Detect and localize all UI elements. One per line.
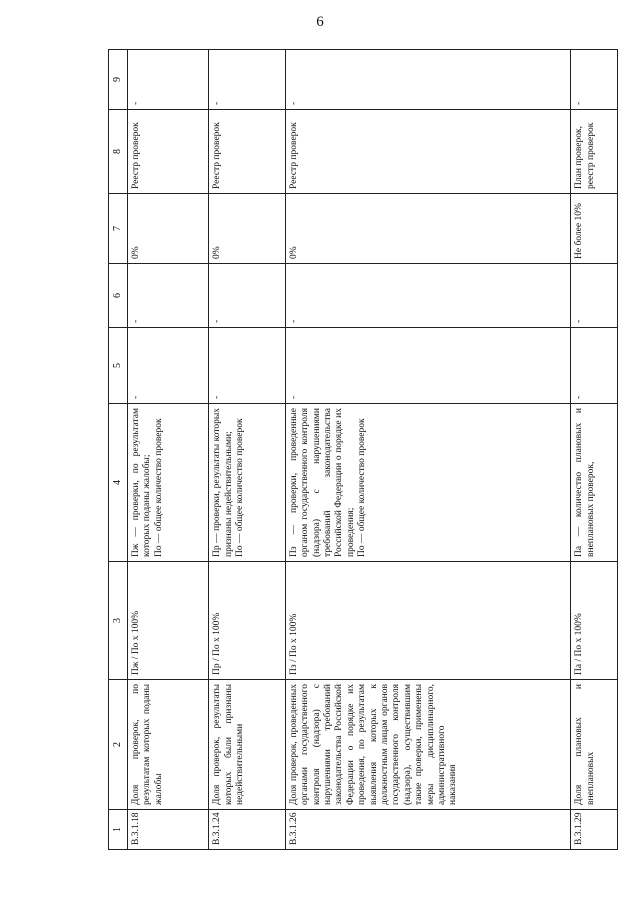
cell-col5: -	[128, 328, 209, 404]
column-header: 6	[109, 264, 128, 328]
description-line: Пж — проверки, по результатам которых поданы жалобы;	[131, 408, 153, 557]
cell-col7: 0%	[209, 194, 285, 264]
table-row	[285, 50, 570, 850]
indicators-table	[108, 49, 618, 850]
table-row	[209, 50, 285, 850]
cell-col7: Не более 10%	[571, 194, 618, 264]
indicator-name: Доля проверок, результаты которых были признаны недействительными	[209, 680, 285, 810]
indicator-code: В.3.1.24	[209, 810, 285, 850]
description-line: Па — количество плановых и внеплановых проверок,	[574, 408, 596, 557]
cell-col8: Реестр проверок	[285, 110, 570, 194]
table-row	[128, 50, 209, 850]
indicator-description	[209, 404, 285, 562]
column-header: 9	[109, 50, 128, 110]
cell-col6: -	[571, 264, 618, 328]
column-header: 4	[109, 404, 128, 562]
table-frame	[108, 50, 618, 850]
indicator-formula: Пз / По х 100%	[285, 562, 570, 680]
rotated-table-container	[108, 50, 618, 850]
indicator-description	[285, 404, 570, 562]
cell-col9: -	[128, 50, 209, 110]
cell-col6: -	[209, 264, 285, 328]
description-line: По — общее количество проверок	[153, 418, 164, 557]
indicator-code: В.3.1.29	[571, 810, 618, 850]
cell-col8: Реестр проверок	[209, 110, 285, 194]
cell-col8: План проверок, реестр проверок	[571, 110, 618, 194]
column-header: 2	[109, 680, 128, 810]
indicator-code: В.3.1.26	[285, 810, 570, 850]
indicator-code: В.3.1.18	[128, 810, 209, 850]
indicator-name: Доля проверок, по результатам которых поданы жалобы	[128, 680, 209, 810]
indicator-formula: Па / По х 100%	[571, 562, 618, 680]
column-header: 5	[109, 328, 128, 404]
cell-col9: -	[285, 50, 570, 110]
indicator-formula: Пж / По х 100%	[128, 562, 209, 680]
indicator-formula: Пр / По х 100%	[209, 562, 285, 680]
cell-col7: 0%	[285, 194, 570, 264]
description-line: Пз — проверки, проведенные органом государственного контроля (надзора) с нарушениями требований законодательства Российской Федерации о порядке их проведения;	[288, 408, 356, 557]
column-header: 7	[109, 194, 128, 264]
cell-col5: -	[571, 328, 618, 404]
cell-col7: 0%	[128, 194, 209, 264]
cell-col6: -	[285, 264, 570, 328]
description-line: По — общее количество проверок	[357, 418, 368, 557]
table-row	[571, 50, 618, 850]
column-header: 3	[109, 562, 128, 680]
indicator-description	[128, 404, 209, 562]
description-line: Пр — проверки, результаты которых признаны недействительными;	[212, 408, 234, 557]
description-line: По — общее количество проверок	[235, 418, 246, 557]
header-row	[109, 50, 128, 850]
indicator-description	[571, 404, 618, 562]
cell-col6: -	[128, 264, 209, 328]
cell-col8: Реестр проверок	[128, 110, 209, 194]
cell-col5: -	[285, 328, 570, 404]
column-header: 8	[109, 110, 128, 194]
column-header: 1	[109, 810, 128, 850]
cell-col5: -	[209, 328, 285, 404]
indicator-name: Доля проверок, проведенных органами государственного контроля (надзора) с нарушениями требований законодательства Российской Федерации о порядке их проведения, по результатам выявления которых к должностным лицам органов государственного контроля (надзора), осуществившим такие проверки, применены меры дисциплинарного, административного наказания	[285, 680, 570, 810]
cell-col9: -	[571, 50, 618, 110]
cell-col9: -	[209, 50, 285, 110]
indicator-name: Доля плановых и внеплановых	[571, 680, 618, 810]
page-number: 6	[316, 14, 324, 30]
